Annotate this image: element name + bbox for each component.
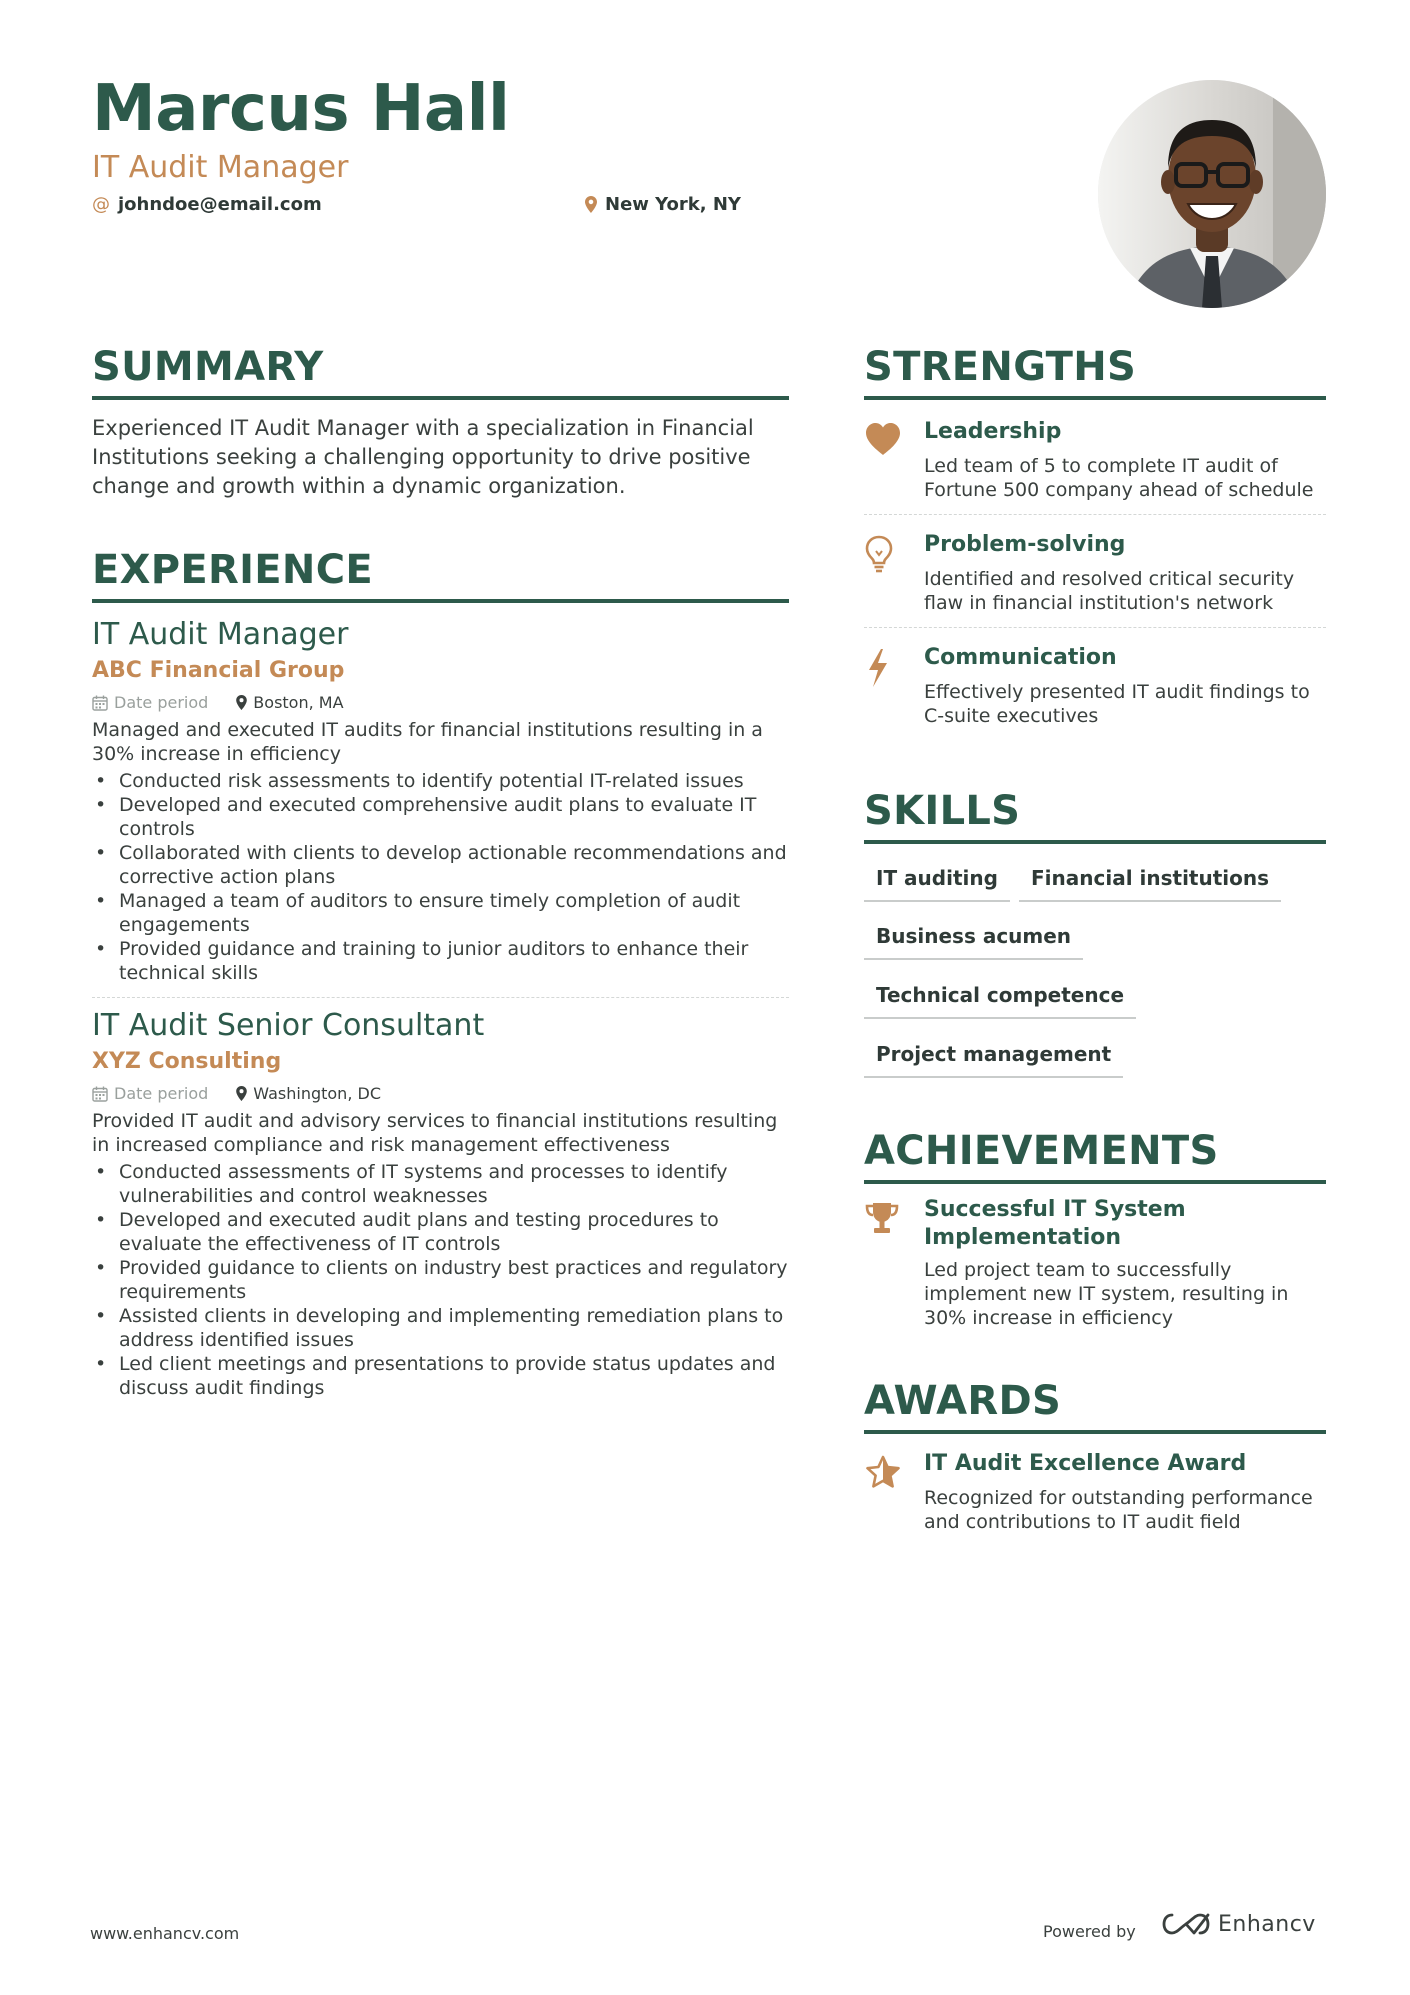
job-date: Date period [114,1084,209,1103]
brand-logo[interactable] [1162,1911,1316,1937]
job-location [236,1084,381,1103]
job-location-text: Boston, MA [253,693,344,712]
location-pin-icon [585,196,597,213]
job-bullet: • Provided guidance and training to junior auditors to enhance their technical skills [92,937,789,985]
skills-divider [864,840,1326,844]
strength-item [864,418,1326,502]
job-title: IT Audit Senior Consultant [92,1008,485,1043]
job-description: Managed and executed IT audits for financial institutions resulting in a 30% increase in efficiency [92,719,763,765]
skills-heading: SKILLS [864,788,1021,834]
experience-heading: EXPERIENCE [92,547,373,593]
job-entry [92,617,789,985]
summary-heading: SUMMARY [92,344,324,390]
job-location-text: Washington, DC [253,1084,381,1103]
achievement-item [864,1196,1326,1330]
job-bullet: • Managed a team of auditors to ensure timely completion of audit engagements [92,889,789,937]
experience-divider [92,599,789,603]
heart-icon [864,418,924,502]
award-item [864,1450,1326,1534]
job-bullet: • Developed and executed audit plans and testing procedures to evaluate the effectiveness of IT controls [92,1208,789,1256]
strength-separator [864,627,1326,628]
job-bullets [92,1160,789,1400]
location-pin-icon [236,695,247,710]
skill-tag: Project management [864,1042,1123,1078]
job-meta [92,693,789,712]
contact-location [585,194,741,215]
job-separator [92,997,789,998]
powered-by-text: Powered by [1043,1922,1136,1941]
star-icon [864,1450,924,1534]
job-description: Provided IT audit and advisory services to financial institutions resulting in increased compliance and risk management effectiveness [92,1110,778,1156]
job-title: IT Audit Manager [92,617,349,652]
skill-tag: IT auditing [864,866,1010,902]
skill-tag: Business acumen [864,924,1083,960]
enhancv-logo-icon [1162,1911,1210,1937]
experience-list [92,617,789,1400]
at-icon: @ [92,194,110,215]
lightbulb-icon [864,531,924,615]
job-bullet: • Assisted clients in developing and implementing remediation plans to address identified issues [92,1304,789,1352]
candidate-title: IT Audit Manager [92,150,349,185]
award-text: Recognized for outstanding performance and contributions to IT audit field [924,1487,1313,1533]
location-pin-icon [236,1086,247,1101]
brand-name: Enhancv [1218,1911,1316,1937]
strengths-heading: STRENGTHS [864,344,1137,390]
job-bullets [92,769,789,985]
strength-separator [864,514,1326,515]
job-date: Date period [114,693,209,712]
job-location [236,693,343,712]
job-entry [92,1008,789,1400]
job-company: XYZ Consulting [92,1049,282,1074]
calendar-icon [92,1086,108,1102]
candidate-name: Marcus Hall [92,72,510,146]
job-bullet: • Developed and executed comprehensive audit plans to evaluate IT controls [92,793,789,841]
profile-photo [1098,80,1326,308]
calendar-icon [92,695,108,711]
awards-heading: AWARDS [864,1378,1062,1424]
strength-text: Effectively presented IT audit findings to C-suite executives [924,681,1310,727]
skill-tag: Financial institutions [1019,866,1281,902]
contact-email[interactable] [92,194,322,215]
summary-divider [92,396,789,400]
job-meta [92,1084,789,1103]
lightning-icon [864,644,924,728]
job-company: ABC Financial Group [92,658,345,683]
awards-list [864,1450,1326,1534]
trophy-icon [864,1196,924,1330]
strength-text: Identified and resolved critical security flaw in financial institution's network [924,568,1295,614]
location-text: New York, NY [605,194,741,215]
awards-divider [864,1430,1326,1434]
award-title: IT Audit Excellence Award [924,1451,1247,1476]
strength-item [864,644,1326,728]
email-text: johndoe@email.com [118,194,322,215]
achievement-title: Successful IT System Implementation [924,1197,1186,1250]
strength-title: Problem-solving [924,532,1126,557]
footer-url[interactable]: www.enhancv.com [90,1924,240,1943]
summary-text: Experienced IT Audit Manager with a specialization in Financial Institutions seeking a challenging opportunity to drive positive change and growth within a dynamic organization. [92,416,754,498]
achievements-list [864,1196,1326,1330]
achievements-heading: ACHIEVEMENTS [864,1128,1219,1174]
strength-title: Leadership [924,419,1062,444]
strength-title: Communication [924,645,1117,670]
strengths-list [864,418,1326,728]
skill-tag: Technical competence [864,983,1136,1019]
achievements-divider [864,1180,1326,1184]
job-bullet: • Collaborated with clients to develop actionable recommendations and corrective action plans [92,841,789,889]
strength-item [864,531,1326,615]
job-bullet: • Conducted assessments of IT systems and processes to identify vulnerabilities and control weaknesses [92,1160,789,1208]
job-bullet: • Led client meetings and presentations to provide status updates and discuss audit findings [92,1352,789,1400]
job-bullet: • Provided guidance to clients on industry best practices and regulatory requirements [92,1256,789,1304]
achievement-text: Led project team to successfully implement new IT system, resulting in 30% increase in efficiency [924,1259,1289,1329]
strength-text: Led team of 5 to complete IT audit of Fortune 500 company ahead of schedule [924,455,1314,501]
strengths-divider [864,396,1326,400]
job-bullet: • Conducted risk assessments to identify potential IT-related issues [92,769,789,793]
